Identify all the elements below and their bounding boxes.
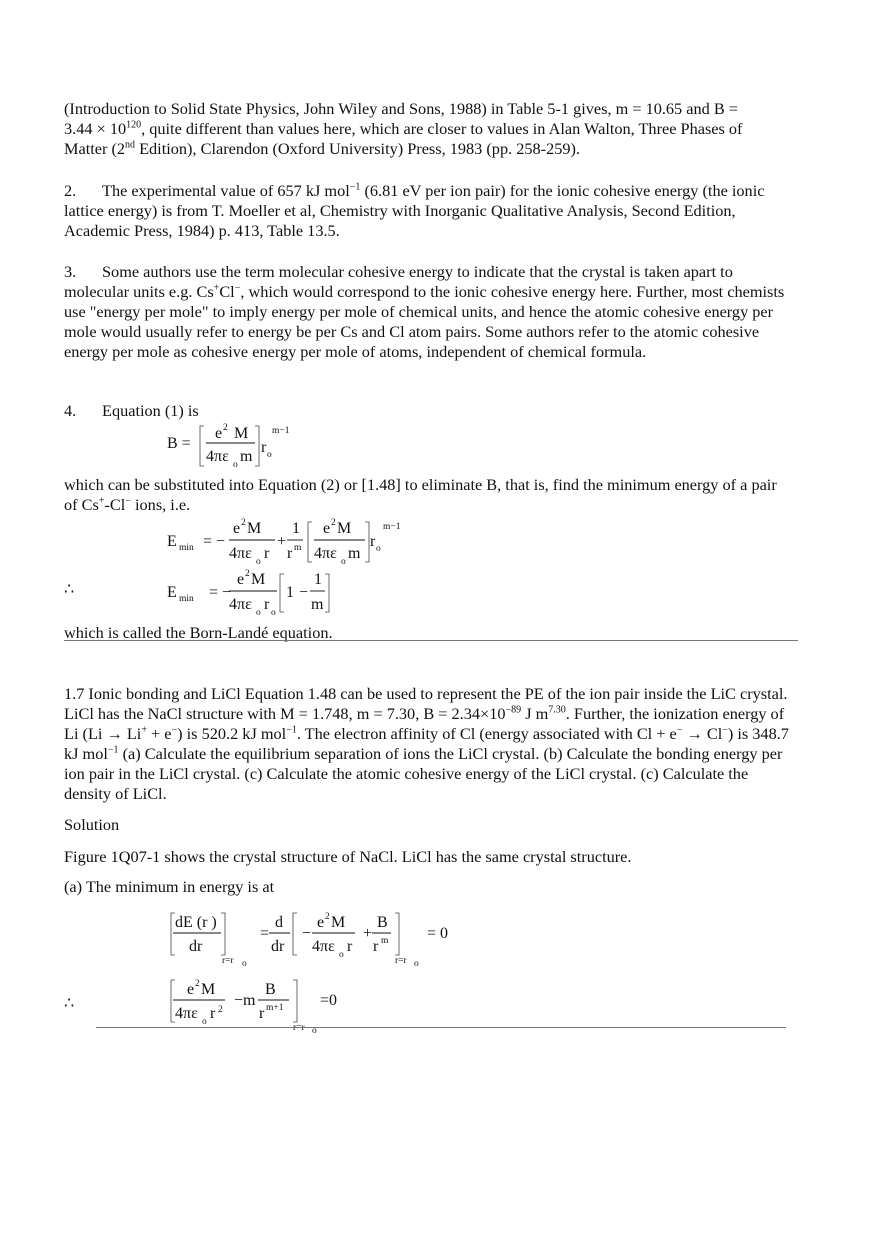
svg-text:m+1: m+1 [266,1003,284,1013]
svg-text:o: o [339,950,344,960]
note-3-paragraph: 3. Some authors use the term molecular cohesive energy to indicate that the crystal is taken apart to molecular units e.g. Cs+Cl−, which would correspond to the ionic cohesive energy here. Further, most chemists use "energy per mole" to imply energy per mole of chemical units, and hence the atomic cohesive energy per mole would usually refer to energy be per Cs and Cl atom pairs. Some authors refer to the atomic cohesive energy per mole as cohesive energy per mole of atoms, independent of chemical formula. [64,262,785,361]
note-number: 3. [64,262,77,281]
svg-text:4πε: 4πε [229,545,252,562]
svg-text:E: E [167,533,177,550]
svg-text:o: o [242,959,247,969]
note-4-body: which can be substituted into Equation (2) or [1.48] to eliminate B, that is, find the minimum energy of a pair of Cs+-Cl− ions, i.e. [64,475,777,514]
svg-text:r: r [210,1005,216,1022]
svg-text:= −: = − [209,584,232,601]
svg-text:4πε: 4πε [312,938,335,955]
svg-text:d: d [275,914,283,931]
svg-text:2: 2 [223,423,228,433]
svg-text:o: o [233,460,238,470]
svg-text:o: o [376,544,381,554]
svg-text:M: M [201,981,216,998]
svg-text:−: − [299,584,309,601]
svg-text:2: 2 [245,569,250,579]
svg-text:o: o [256,557,261,567]
svg-text:r=r: r=r [222,956,234,966]
solution-part-a: (a) The minimum in energy is at [64,877,275,896]
svg-text:−: − [302,925,312,942]
svg-text:e: e [187,981,195,998]
svg-text:M: M [247,520,262,537]
svg-text:m−1: m−1 [272,426,290,436]
svg-text:4πε: 4πε [314,545,337,562]
equation-derivative-condition [165,907,465,967]
svg-text:2: 2 [218,1005,223,1015]
svg-text:+: + [277,533,287,550]
solution-heading: Solution [64,815,120,834]
svg-text:m: m [348,545,361,562]
svg-text:m: m [240,448,253,465]
svg-text:o: o [271,608,276,618]
svg-text:o: o [341,557,346,567]
svg-text:M: M [251,571,266,588]
svg-text:r: r [373,938,379,955]
section-divider [64,640,798,641]
svg-text:4πε: 4πε [175,1005,198,1022]
note-2-paragraph: 2. The experimental value of 657 kJ mol$^{-1}$ (6.81 eV per ion pair) for the ionic cohesive energy (the ionic lattice energy) is from T. Moeller et al, Chemistry with Inorganic Qualitative Analysis, Second Edition, Academic Press, 1984) p. 413, Table 13.5. [64,181,765,240]
equation-b-expression [165,420,325,474]
note-intro-paragraph: (Introduction to Solid State Physics, John Wiley and Sons, 1988) in Table 5-1 gives, m = 10.65 and B = $3.44 \times 10^{120}$, quite different than values here, which are closer to values in Alan Walton, Three Phases of Matter (2nd Edition), Clarendon (Oxford University) Press, 1983 (pp. 258-259). [64,99,743,158]
svg-text:o: o [267,450,272,460]
svg-text:1: 1 [286,584,294,601]
svg-text:4πε: 4πε [206,448,229,465]
svg-text:e: e [237,571,245,588]
svg-text:o: o [414,959,419,969]
svg-text:B =: B = [167,435,191,452]
svg-text:dr: dr [189,938,203,955]
svg-text:o: o [312,1026,317,1036]
svg-text:=0: =0 [320,992,338,1009]
svg-text:4πε: 4πε [229,596,252,613]
svg-text:B: B [377,914,388,931]
svg-text:r: r [347,938,353,955]
svg-text:m: m [381,936,389,946]
equation-emin-expanded [165,515,425,569]
svg-text:2: 2 [241,518,246,528]
svg-text:r: r [287,545,293,562]
svg-text:=: = [260,925,270,942]
svg-text:−m: −m [234,992,256,1009]
svg-text:e: e [215,425,223,442]
svg-text:m: m [294,543,302,553]
svg-text:= −: = − [203,533,226,550]
equation-born-lande [165,566,365,620]
svg-text:M: M [331,914,346,931]
svg-text:E: E [167,584,177,601]
svg-text:e: e [323,520,331,537]
problem-1-7-statement: 1.7 Ionic bonding and LiCl Equation 1.48 can be used to represent the PE of the ion pair inside the LiC crystal. LiCl has the NaCl structure with M = 1.748, m = 7.30, $B = 2.34\times 10^{-89}$ J $m^{7.30}$. Further, the ionization energy of Li (Li → Li+ + e−) is 520.2 kJ mol$^{-1}$. The electron affinity of Cl (energy associated with Cl + e− → Cl−) is 348.7 kJ mol$^{-1}$ (a) Calculate the equilibrium separation of ions the LiCl crystal. (b) Calculate the bonding energy per ion pair in the LiCl crystal. (c) Calculate the atomic cohesive energy of the LiCl crystal. (c) Calculate the density of LiCl. [64,684,789,803]
svg-text:min: min [179,594,194,604]
svg-text:dr: dr [271,938,285,955]
note-number: 2. [64,181,77,200]
note-4-closing: which is called the Born-Landé equation. [64,623,333,642]
svg-text:2: 2 [195,979,200,989]
svg-text:r: r [264,596,270,613]
therefore-symbol: ∴ [64,581,75,598]
bottom-divider [96,1027,786,1028]
note-4-heading: 4. Equation (1) is [64,401,199,420]
svg-text:r: r [259,1005,265,1022]
therefore-symbol: ∴ [64,995,75,1012]
svg-text:2: 2 [331,518,336,528]
svg-text:e: e [233,520,241,537]
svg-text:+: + [363,925,373,942]
svg-text:M: M [337,520,352,537]
svg-text:= 0: = 0 [427,925,449,942]
svg-text:B: B [265,981,276,998]
svg-text:min: min [179,543,194,553]
svg-text:e: e [317,914,325,931]
note-number: 4. [64,401,77,420]
svg-text:m−1: m−1 [383,522,401,532]
equation-force-balance [165,974,405,1034]
svg-text:r=r: r=r [395,956,407,966]
svg-text:M: M [234,425,249,442]
svg-text:o: o [256,608,261,618]
solution-figure-reference: Figure 1Q07-1 shows the crystal structure of NaCl. LiCl has the same crystal structure. [64,847,632,866]
svg-text:r: r [261,439,267,456]
svg-text:1: 1 [314,571,322,588]
svg-text:r: r [264,545,270,562]
svg-text:2: 2 [325,912,330,922]
svg-text:m: m [311,596,324,613]
svg-text:r: r [370,533,376,550]
svg-text:1: 1 [292,520,300,537]
svg-text:r=r: r=r [293,1023,305,1033]
svg-text:dE (r ): dE (r ) [175,914,217,931]
svg-text:o: o [202,1017,207,1027]
